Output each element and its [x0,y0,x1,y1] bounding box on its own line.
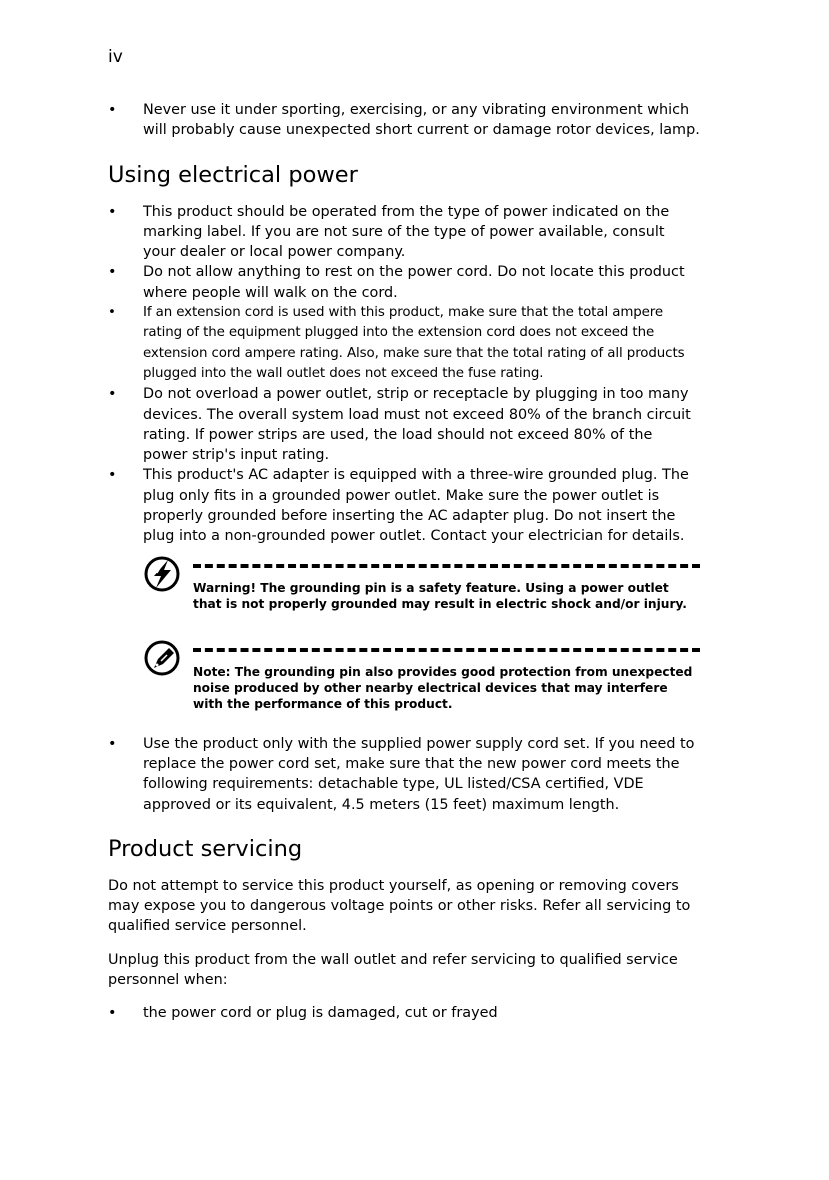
bullet-marker: • [108,102,117,118]
power-bullet-list-continued [108,734,700,815]
bullet-marker: • [108,386,117,403]
warning-text: Warning! The grounding pin is a safety feature. Using a power outlet that is not properly grounded may result in electric shock and/or injury. [193,580,687,611]
bullet-text: This product should be operated from the type of power indicated on the marking label. If you are not sure of the type of power available, consult your dealer or local power company. [143,203,670,261]
section-heading-power: Using electrical power [108,161,358,188]
list-item [108,303,700,384]
bullet-marker: • [108,735,117,752]
dashed-divider [193,564,700,568]
bullet-text: Do not overload a power outlet, strip or receptacle by plugging in too many devices. The overall system load must not exceed 80% of the branch circuit rating. If power strips are used, the load should not exceed 80% of the power strip's input rating. [143,386,691,464]
list-item [108,262,700,303]
bullet-text: If an extension cord is used with this product, make sure that the total ampere rating of the equipment plugged into the extension cord does not exceed the extension cord ampere rating. Also, make sure that the total rating of all products plugged into the wall outlet does not exceed the fuse rating. [143,305,685,381]
servicing-paragraph: Unplug this product from the wall outlet and refer servicing to qualified service personnel when: [108,951,678,989]
list-item [108,202,700,263]
bullet-text: Do not allow anything to rest on the power cord. Do not locate this product where people will walk on the cord. [143,264,685,301]
bullet-text: the power cord or plug is damaged, cut or frayed [143,1005,498,1022]
dashed-divider [193,648,700,652]
bullet-text: Never use it under sporting, exercising, or any vibrating environment which will probably cause unexpected short current or damage rotor devices, lamp. [143,102,700,139]
note-callout [143,638,700,734]
section-heading-servicing: Product servicing [108,835,303,862]
note-text: Note: The grounding pin also provides good protection from unexpected noise produced by other nearby electrical devices that may interfere with the performance of this product. [193,664,693,712]
document-body [108,100,700,1024]
list-item [108,1003,700,1023]
warning-callout [143,554,700,634]
bullet-marker: • [108,264,117,281]
intro-bullet-list [108,100,700,141]
bullet-text: This product's AC adapter is equipped with a three-wire grounded plug. The plug only fits in a grounded power outlet. Make sure the power outlet is properly grounded before inserting the AC adapter plug. Do not insert the plug into a non-grounded power outlet. Contact your electrician for details. [143,467,689,545]
power-bullet-list [108,202,700,547]
bullet-marker: • [108,467,117,484]
page-number: iv [108,47,123,67]
warning-lightning-icon [143,554,183,594]
list-item [108,734,700,815]
bullet-marker: • [108,203,117,220]
servicing-paragraph: Do not attempt to service this product yourself, as opening or removing covers may expose you to dangerous voltage points or other risks. Refer all servicing to qualified service personnel. [108,877,691,935]
list-item [108,465,700,546]
bullet-text: Use the product only with the supplied power supply cord set. If you need to replace the power cord set, make sure that the new power cord meets the following requirements: detachable type, UL listed/CSA certified, VDE approved or its equivalent, 4.5 meters (15 feet) maximum length. [143,735,695,813]
bullet-marker: • [108,305,116,321]
bullet-marker: • [108,1005,117,1022]
note-pen-icon [143,638,183,678]
list-item [108,384,700,465]
list-item [108,100,700,141]
servicing-bullet-list [108,1003,700,1023]
